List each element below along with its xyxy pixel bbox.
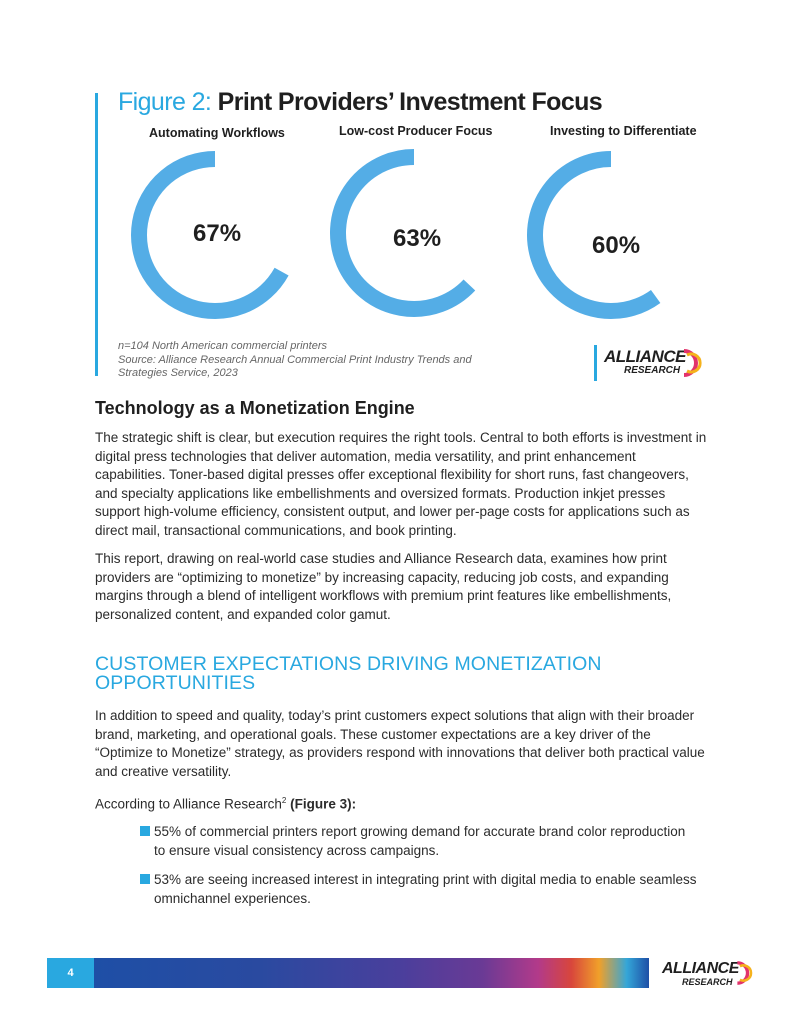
donut-value-low-cost: 63% xyxy=(393,225,442,252)
footer-logo-swoosh-icon xyxy=(734,959,756,987)
figure-note-source: Source: Alliance Research Annual Commercial Print Industry Trends and Strategies Service, 2023 xyxy=(118,353,472,379)
footer-logo-word: ALLIANCE xyxy=(662,960,739,977)
paragraph-customer-expectations: In addition to speed and quality, today’s print customers expect solutions that align with their broader brand, marketing, and operational goals. These customer expectations are a key driver of the “Optimize to Monetize” strategy, as providers respond with innovations that deliver both practical value and creative versatility. xyxy=(95,708,705,779)
footer-alliance-research-logo xyxy=(660,958,760,990)
bullet-text: 53% are seeing increased interest in integrating print with digital media to enable seamless omnichannel experiences. xyxy=(154,872,697,906)
paragraph-technology-2: This report, drawing on real-world case studies and Alliance Research data, examines how print providers are “optimizing to monetize” by increasing capacity, reducing job costs, and expanding margins through a blend of intelligent workflows with premium print features like embellishments, personalized content, and expanded color gamut. xyxy=(95,551,672,622)
page-number: 4 xyxy=(47,958,94,988)
alliance-research-logo xyxy=(594,345,714,385)
donut-label-low-cost: Low-cost Producer Focus xyxy=(339,124,493,138)
section-heading-technology: Technology as a Monetization Engine xyxy=(95,398,415,418)
figure-accent-rule xyxy=(95,93,98,376)
figure-note-sample: n=104 North American commercial printers xyxy=(118,340,327,352)
logo-bar xyxy=(594,345,597,381)
figure-note xyxy=(118,340,498,381)
section-heading-customer-expectations: CUSTOMER EXPECTATIONS DRIVING MONETIZATION OPPORTUNITIES xyxy=(95,653,602,694)
figure-title-main: Print Providers’ Investment Focus xyxy=(217,88,603,116)
bullet-square-icon xyxy=(140,874,150,884)
donut-value-differentiate: 60% xyxy=(592,232,641,259)
according-prefix: According to Alliance Research xyxy=(95,796,282,812)
paragraph-technology-1: The strategic shift is clear, but execution requires the right tools. Central to both efforts is investment in digital press technologies that deliver automation, media versatility, and print enhancement capabilities. Toner-based digital presses offer exceptional flexibility for short runs, fast changeovers, and specialty applications like embellishments and oversized formats. Production inkjet presses support high-volume efficiency, consistent output, and lower per-page costs for applications such as direct mail, transactional communications, and book printing. xyxy=(95,430,707,538)
logo-swoosh-icon xyxy=(680,347,706,379)
footer-logo-sub: RESEARCH xyxy=(682,977,733,987)
bullet-item-omnichannel xyxy=(140,870,700,908)
figure-title-lead: Figure 2: xyxy=(118,88,212,116)
figure-3-ref: (Figure 3): xyxy=(290,796,357,812)
footer-gradient-band xyxy=(94,958,649,988)
figure-title xyxy=(118,88,602,117)
logo-sub: RESEARCH xyxy=(624,365,681,376)
bullet-text: 55% of commercial printers report growing demand for accurate brand color reproduction to ensure visual consistency across campaigns. xyxy=(154,824,686,858)
bullet-square-icon xyxy=(140,826,150,836)
bullet-item-brand-color xyxy=(140,822,700,860)
donut-label-differentiate: Investing to Differentiate xyxy=(550,124,697,138)
donut-value-automating: 67% xyxy=(193,220,242,247)
donut-label-automating: Automating Workflows xyxy=(149,126,285,140)
logo-word: ALLIANCE xyxy=(604,347,686,366)
paragraph-according-to xyxy=(95,792,710,814)
footnote-ref[interactable]: 2 xyxy=(281,796,287,805)
